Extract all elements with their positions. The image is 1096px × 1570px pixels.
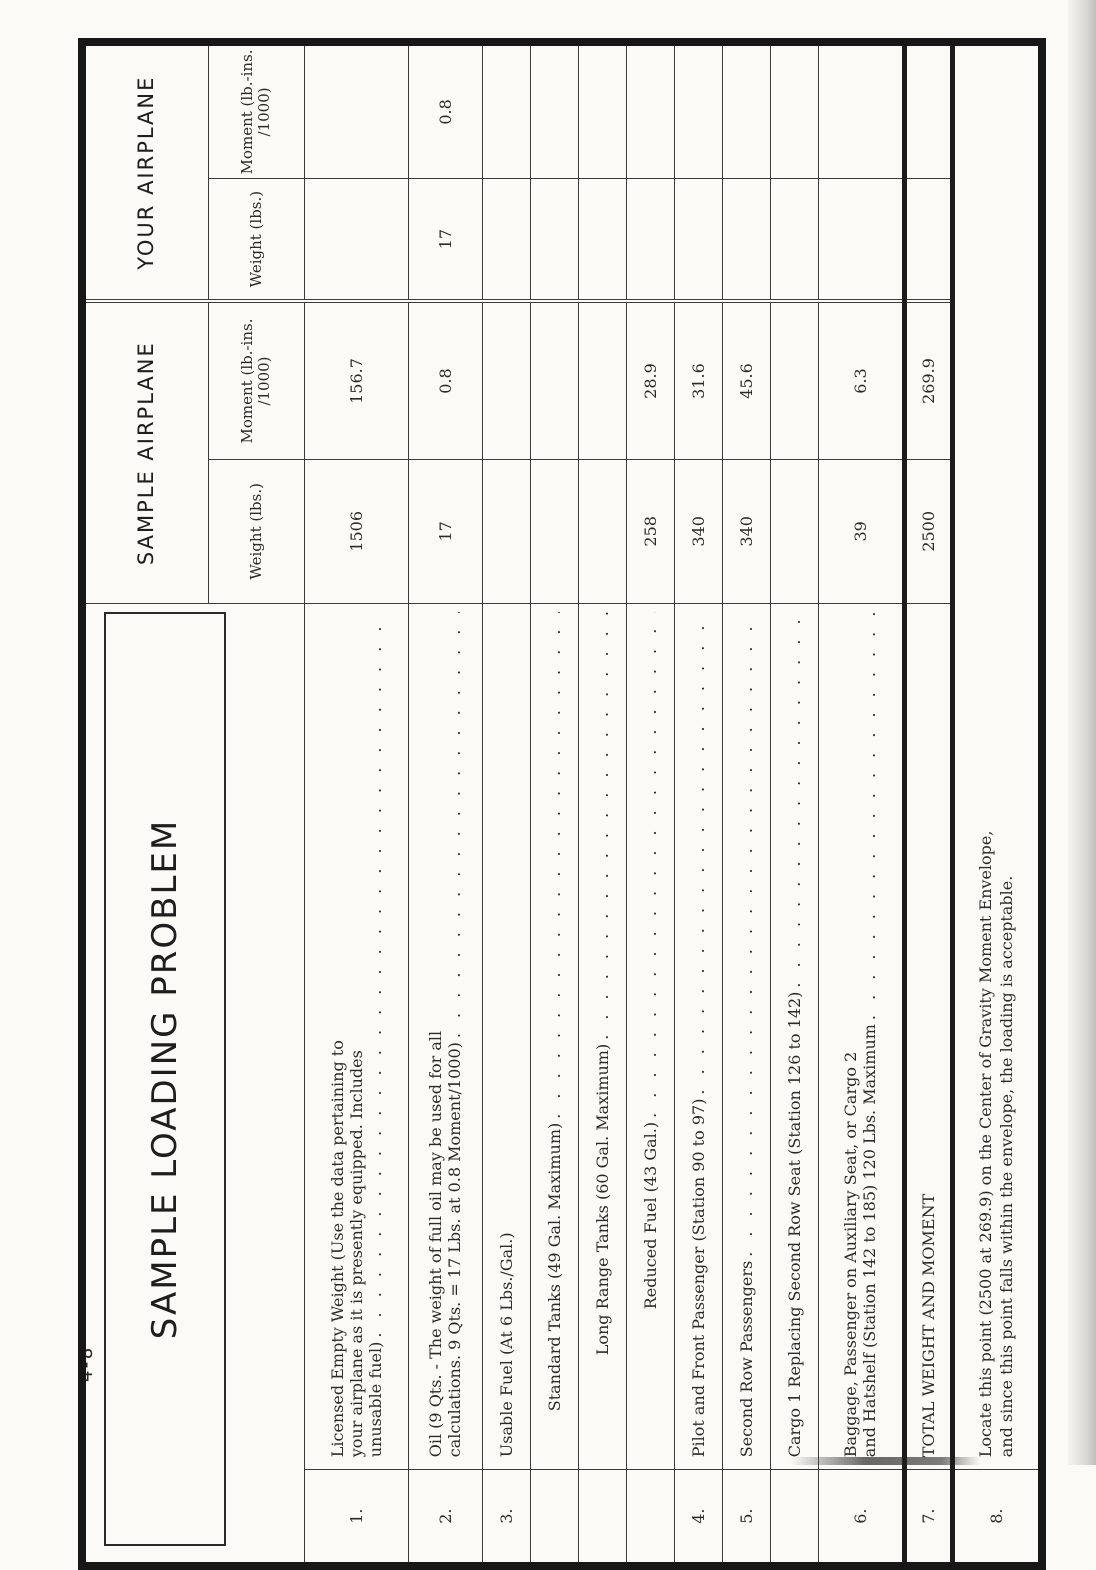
your-moment-header: Moment (lb.-ins. /1000) (208, 42, 304, 178)
description-line: Usable Fuel (At 6 Lbs./Gal.) (496, 1232, 516, 1458)
page-number: 4-8 (75, 1347, 97, 1383)
your-airplane-header (82, 42, 208, 301)
sample-weight-cell (770, 459, 818, 603)
your-weight-cell[interactable] (304, 178, 408, 301)
table-row (578, 42, 626, 1566)
description-line: Baggage, Passenger on Auxiliary Seat, or Cargo 2 (841, 1051, 860, 1458)
row-number (530, 1470, 578, 1566)
note-line: Locate this point (2500 at 269.9) on the Center of Gravity Moment Envelope, (976, 830, 996, 1458)
row-description (578, 604, 626, 1470)
sample-airplane-header (82, 301, 208, 603)
leader-dots (366, 612, 385, 1338)
row-number: 8. (952, 1470, 1042, 1566)
your-moment-cell[interactable] (722, 42, 770, 178)
your-weight-cell[interactable]: 17 (408, 178, 482, 301)
sample-weight-cell: 1506 (304, 459, 408, 603)
description-line: your airplane as it is presently equipped. Includes (346, 1050, 366, 1458)
sample-total-moment: 269.9 (904, 301, 952, 459)
sample-moment-cell: 28.9 (626, 301, 674, 459)
sample-airplane-label: SAMPLE AIRPLANE (134, 341, 159, 566)
your-total-moment[interactable] (904, 42, 952, 178)
sample-moment-cell: 6.3 (818, 301, 904, 459)
your-weight-cell[interactable] (482, 178, 530, 301)
description-line: Second Row Passengers (736, 1260, 756, 1458)
rotated-sheet (78, 38, 1022, 1570)
description-line: Oil (9 Qts. - The weight of full oil may be used for all (426, 1030, 445, 1458)
sample-moment-header: Moment (lb.-ins. /1000) (208, 301, 304, 459)
row-description (482, 604, 530, 1470)
sample-moment-cell: 45.6 (722, 301, 770, 459)
row-number: 1. (304, 1470, 408, 1566)
row-number: 2. (408, 1470, 482, 1566)
title-cell (82, 604, 304, 1567)
your-weight-cell[interactable] (674, 178, 722, 301)
table-row (626, 42, 674, 1566)
your-moment-cell[interactable]: 0.8 (408, 42, 482, 178)
description-line: Pilot and Front Passenger (Station 90 to 97) (688, 1098, 708, 1458)
sample-moment-cell (770, 301, 818, 459)
your-airplane-label: YOUR AIRPLANE (134, 75, 159, 270)
total-label: TOTAL WEIGHT AND MOMENT (904, 604, 952, 1470)
row-description (818, 604, 904, 1470)
sample-moment-cell: 31.6 (674, 301, 722, 459)
page-title: SAMPLE LOADING PROBLEM (104, 612, 226, 1546)
description-line: unusable fuel) (365, 1341, 385, 1458)
description-line: Cargo 1 Replacing Second Row Seat (Station 126 to 142) (784, 991, 804, 1458)
row-description (530, 604, 578, 1470)
loading-table-frame (78, 38, 1022, 1570)
table-row (408, 42, 482, 1566)
sample-weight-cell (482, 459, 530, 603)
row-description (626, 604, 674, 1470)
your-moment-cell[interactable] (578, 42, 626, 178)
sample-moment-cell (482, 301, 530, 459)
sample-weight-cell (578, 459, 626, 603)
note-text (952, 42, 1042, 1470)
row-number: 7. (904, 1470, 952, 1566)
description-line: and Hatshelf (Station 142 to 185) 120 Lbs. Maximum (860, 1024, 879, 1458)
leader-dots (593, 612, 612, 1040)
your-moment-cell[interactable] (674, 42, 722, 178)
table-row (304, 42, 408, 1566)
leader-dots (860, 612, 879, 1020)
sample-weight-cell: 39 (818, 459, 904, 603)
row-description (408, 604, 482, 1470)
your-weight-cell[interactable] (770, 178, 818, 301)
row-number (626, 1470, 674, 1566)
table-row (818, 42, 904, 1566)
row-number (578, 1470, 626, 1566)
sample-moment-cell (578, 301, 626, 459)
row-number: 3. (482, 1470, 530, 1566)
your-moment-cell[interactable] (626, 42, 674, 178)
sample-weight-cell: 340 (674, 459, 722, 603)
row-number: 6. (818, 1470, 904, 1566)
your-weight-cell[interactable] (626, 178, 674, 301)
sample-weight-cell: 340 (722, 459, 770, 603)
sample-total-weight: 2500 (904, 459, 952, 603)
description-line: Standard Tanks (49 Gal. Maximum) (544, 1122, 564, 1412)
your-weight-header: Weight (lbs.) (208, 178, 304, 301)
your-moment-cell[interactable] (304, 42, 408, 178)
your-moment-cell[interactable] (530, 42, 578, 178)
table-row (722, 42, 770, 1566)
your-weight-cell[interactable] (530, 178, 578, 301)
total-row (904, 42, 952, 1566)
table-row (770, 42, 818, 1566)
your-total-weight[interactable] (904, 178, 952, 301)
sample-moment-cell: 156.7 (304, 301, 408, 459)
your-moment-cell[interactable] (770, 42, 818, 178)
row-description (770, 604, 818, 1470)
sample-loading-table (78, 38, 1046, 1570)
row-description (722, 604, 770, 1470)
your-weight-cell[interactable] (722, 178, 770, 301)
page-edge-shadow (1068, 0, 1096, 1465)
leader-dots (545, 612, 564, 1119)
note-line: and since this point falls within the envelope, the loading is acceptable. (997, 875, 1017, 1458)
your-weight-cell[interactable] (578, 178, 626, 301)
header-row (82, 42, 208, 1566)
leader-dots (689, 612, 708, 1095)
sample-moment-cell (530, 301, 578, 459)
row-description (304, 604, 408, 1470)
sample-weight-cell (530, 459, 578, 603)
row-number (770, 1470, 818, 1566)
description-line: Reduced Fuel (43 Gal.) (640, 1121, 660, 1310)
description-line: Long Range Tanks (60 Gal. Maximum) (592, 1043, 612, 1356)
note-row (952, 42, 1042, 1566)
sample-weight-header: Weight (lbs.) (208, 459, 304, 603)
your-moment-cell[interactable] (818, 42, 904, 178)
row-number: 4. (674, 1470, 722, 1566)
sample-weight-cell: 258 (626, 459, 674, 603)
leader-dots (641, 612, 660, 1118)
table-row (482, 42, 530, 1566)
leader-dots (445, 612, 464, 1038)
your-weight-cell[interactable] (818, 178, 904, 301)
description-line: Licensed Empty Weight (Use the data pertaining to (327, 1040, 347, 1458)
sample-weight-cell: 17 (408, 459, 482, 603)
your-moment-cell[interactable] (482, 42, 530, 178)
leader-dots (737, 612, 756, 1257)
description-line: calculations. 9 Qts. = 17 Lbs. at 0.8 Moment/1000) (445, 1042, 464, 1458)
table-row (530, 42, 578, 1566)
sample-moment-cell: 0.8 (408, 301, 482, 459)
row-number: 5. (722, 1470, 770, 1566)
row-description (674, 604, 722, 1470)
table-row (674, 42, 722, 1566)
leader-dots (785, 612, 804, 988)
